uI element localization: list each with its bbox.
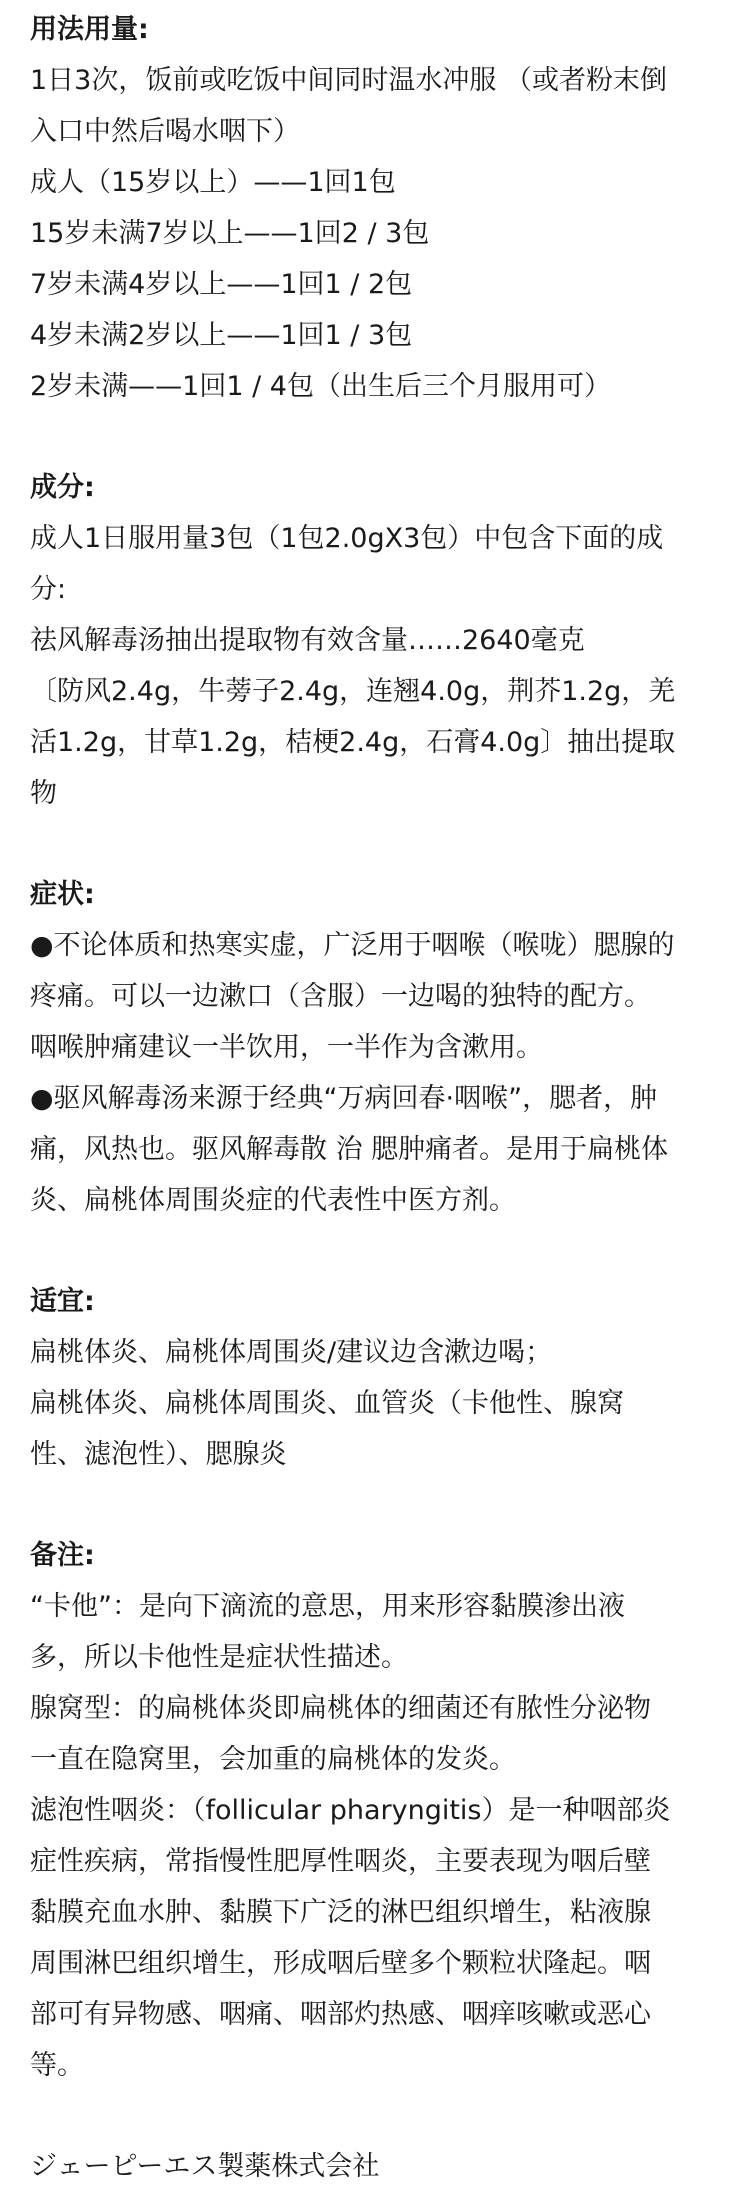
- text-line: 扁桃体炎、扁桃体周围炎/建议边含漱边喝；: [30, 1337, 553, 1368]
- company-name: ジェーピーエス製薬株式会社: [30, 2151, 380, 2182]
- text-line: 痛，风热也。驱风解毒散 治 腮肿痛者。是用于扁桃体: [30, 1134, 669, 1165]
- text-line: 周围淋巴组织增生，形成咽后壁多个颗粒状隆起。咽: [30, 1948, 651, 1979]
- text-line: 一直在隐窝里，会加重的扁桃体的发炎。: [30, 1744, 516, 1775]
- section-heading: 成分:: [30, 472, 95, 503]
- text-line: 等。: [30, 2050, 84, 2081]
- text-line: 分:: [30, 574, 67, 605]
- text-line: 多，所以卡他性是症状性描述。: [30, 1642, 408, 1673]
- section-remarks: [30, 1530, 720, 2091]
- section-ingredients: [30, 462, 720, 819]
- text-line: 4岁未满2岁以上——1回1 / 3包: [30, 320, 413, 351]
- section-usage-dosage: [30, 4, 720, 412]
- text-line: 黏膜充血水肿、黏膜下广泛的淋巴组织增生，粘液腺: [30, 1897, 651, 1928]
- text-line: 成人1日服用量3包（1包2.0gX3包）中包含下面的成: [30, 523, 664, 554]
- text-line: 15岁未满7岁以上——1回2 / 3包: [30, 218, 430, 249]
- section-heading: 备注:: [30, 1540, 95, 1571]
- text-line: “卡他”：是向下滴流的意思，用来形容黏膜渗出液: [30, 1591, 625, 1622]
- text-line: 咽喉肿痛建议一半饮用，一半作为含漱用。: [30, 1032, 543, 1063]
- text-line: 1日3次，饭前或吃饭中间同时温水冲服 （或者粉末倒: [30, 65, 667, 96]
- text-line: 入口中然后喝水咽下）: [30, 116, 300, 147]
- section-heading: 症状:: [30, 879, 95, 910]
- text-line: 〔防风2.4g，牛蒡子2.4g，连翘4.0g，荆芥1.2g，羌: [30, 676, 676, 707]
- text-line: 祛风解毒汤抽出提取物有效含量……2640毫克: [30, 625, 585, 656]
- text-line: 炎、扁桃体周围炎症的代表性中医方剂。: [30, 1185, 516, 1216]
- section-symptoms: [30, 869, 720, 1226]
- text-line: 腺窝型：的扁桃体炎即扁桃体的细菌还有脓性分泌物: [30, 1693, 651, 1724]
- section-heading: 用法用量:: [30, 14, 149, 45]
- text-line: ●不论体质和热寒实虚，广泛用于咽喉（喉咙）腮腺的: [30, 930, 675, 961]
- text-line: 2岁未满——1回1 / 4包（出生后三个月服用可）: [30, 371, 611, 402]
- text-line: 成人（15岁以上）——1回1包: [30, 167, 396, 198]
- text-line: 症性疾病，常指慢性肥厚性咽炎，主要表现为咽后壁: [30, 1846, 651, 1877]
- text-line: 性、滤泡性）、腮腺炎: [30, 1439, 287, 1470]
- text-line: 部可有异物感、咽痛、咽部灼热感、咽痒咳嗽或恶心: [30, 1999, 651, 2030]
- section-heading: 适宜:: [30, 1286, 95, 1317]
- text-line: ●驱风解毒汤来源于经典“万病回春·咽喉”，腮者，肿: [30, 1083, 658, 1114]
- document-body: [30, 4, 720, 2091]
- text-line: 滤泡性咽炎：（follicular pharyngitis）是一种咽部炎: [30, 1795, 671, 1826]
- text-line: 疼痛。可以一边漱口（含服）一边喝的独特的配方。: [30, 981, 651, 1012]
- section-indications: [30, 1276, 720, 1480]
- text-line: 物: [30, 778, 57, 809]
- text-line: 扁桃体炎、扁桃体周围炎、血管炎（卡他性、腺窝: [30, 1388, 624, 1419]
- text-line: 活1.2g，甘草1.2g，桔梗2.4g，石膏4.0g〕抽出提取: [30, 727, 676, 758]
- text-line: 7岁未满4岁以上——1回1 / 2包: [30, 269, 413, 300]
